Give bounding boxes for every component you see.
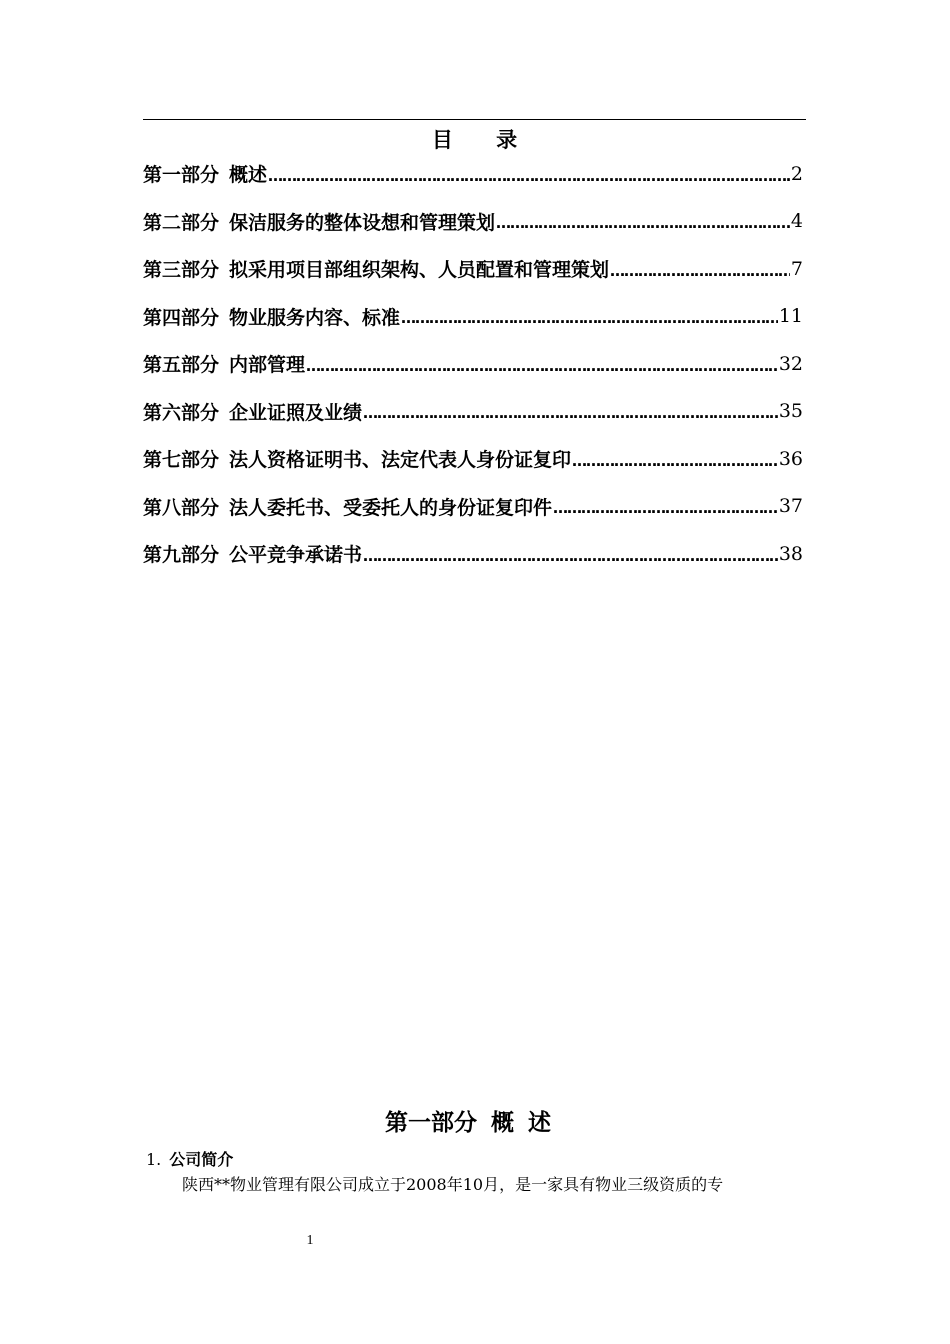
toc-entry-label: 第五部分 — [143, 354, 220, 377]
toc-entry-label: 第九部分 — [143, 544, 220, 567]
subsection-title: 公司简介 — [169, 1150, 234, 1169]
toc-entry[interactable] — [143, 198, 803, 246]
toc-dot-leader — [306, 353, 778, 375]
toc-entry-label: 第八部分 — [143, 496, 220, 519]
toc-entry[interactable] — [143, 483, 803, 531]
toc-entry-page: 36 — [778, 447, 803, 470]
toc-entry-page: 11 — [778, 305, 803, 328]
toc-entry-page: 32 — [778, 352, 803, 375]
toc-dot-leader — [610, 258, 790, 280]
page-number: 1 — [306, 1233, 314, 1248]
toc-entry[interactable] — [143, 530, 803, 578]
subsection-number: 1. — [146, 1150, 162, 1169]
toc-title: 目 录 — [431, 128, 536, 152]
toc-entry-page: 37 — [778, 495, 803, 518]
toc-dot-leader — [553, 495, 778, 517]
toc-entry-page: 38 — [778, 542, 803, 565]
toc-entry-title: 公平竞争承诺书 — [229, 544, 363, 567]
toc-entry[interactable] — [143, 293, 803, 341]
section-heading — [0, 1107, 950, 1139]
toc-entry-page: 35 — [778, 400, 803, 423]
section-heading-title: 概述 — [491, 1110, 565, 1136]
toc-entry-title: 内部管理 — [229, 354, 306, 377]
section-heading-label: 第一部分 — [385, 1110, 477, 1136]
table-of-contents — [143, 150, 803, 578]
toc-entry-label: 第一部分 — [143, 164, 220, 187]
toc-entry-title: 拟采用项目部组织架构、人员配置和管理策划 — [229, 259, 610, 282]
body-paragraph: 陕西**物业管理有限公司成立于2008年10月，是一家具有物业三级资质的专 — [182, 1175, 724, 1194]
toc-dot-leader — [363, 400, 778, 422]
toc-entry-title: 法人资格证明书、法定代表人身份证复印 — [229, 449, 572, 472]
toc-entry-label: 第四部分 — [143, 306, 220, 329]
toc-dot-leader — [363, 543, 778, 565]
toc-entry[interactable] — [143, 340, 803, 388]
toc-dot-leader — [401, 305, 778, 327]
toc-entry-title: 物业服务内容、标准 — [229, 306, 401, 329]
toc-entry-title: 概述 — [229, 164, 268, 187]
header-rule — [143, 119, 806, 120]
toc-entry[interactable] — [143, 435, 803, 483]
toc-dot-leader — [268, 163, 790, 185]
toc-entry-title: 法人委托书、受委托人的身份证复印件 — [229, 496, 553, 519]
toc-entry[interactable] — [143, 245, 803, 293]
toc-entry-page: 2 — [790, 162, 803, 185]
toc-entry-label: 第六部分 — [143, 401, 220, 424]
toc-entry-page: 4 — [790, 210, 803, 233]
subsection-heading — [146, 1149, 233, 1171]
toc-entry-label: 第二部分 — [143, 211, 220, 234]
toc-entry[interactable] — [143, 388, 803, 436]
toc-entry[interactable] — [143, 150, 803, 198]
toc-entry-page: 7 — [790, 257, 803, 280]
toc-dot-leader — [572, 448, 778, 470]
toc-entry-title: 企业证照及业绩 — [229, 401, 363, 424]
toc-entry-title: 保洁服务的整体设想和管理策划 — [229, 211, 496, 234]
toc-dot-leader — [496, 210, 790, 232]
toc-entry-label: 第七部分 — [143, 449, 220, 472]
toc-entry-label: 第三部分 — [143, 259, 220, 282]
